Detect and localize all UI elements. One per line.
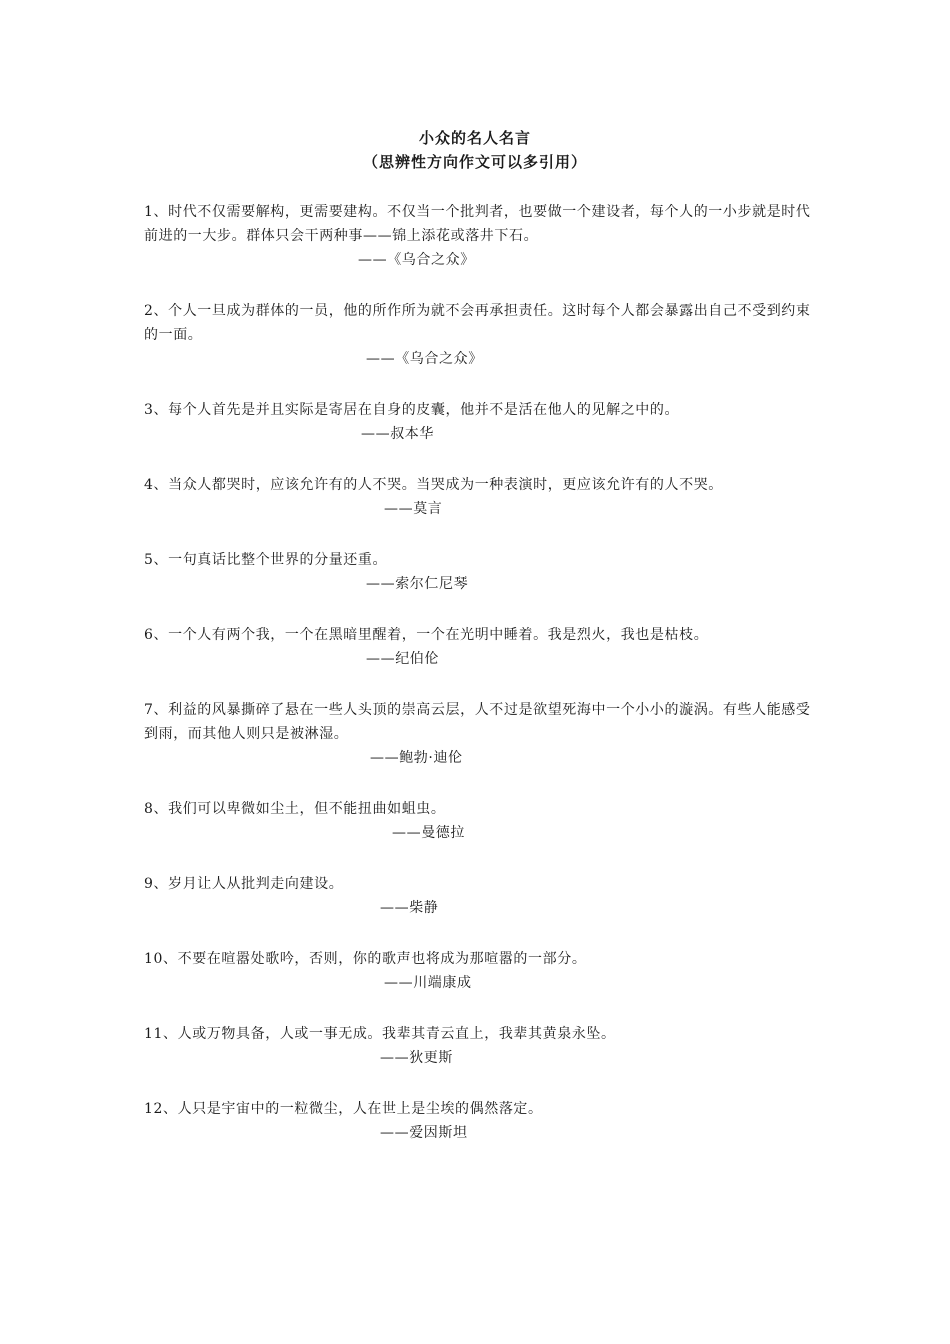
quote-body: 一个人有两个我，一个在黑暗里醒着，一个在光明中睡着。我是烈火，我也是枯枝。 bbox=[168, 627, 709, 643]
quote-body: 我们可以卑微如尘土，但不能扭曲如蛆虫。 bbox=[168, 801, 446, 817]
quote-number: 4、 bbox=[144, 477, 169, 493]
quote-10 bbox=[144, 947, 812, 995]
quote-text bbox=[144, 1022, 812, 1046]
quote-source: ——《乌合之众》 bbox=[366, 351, 483, 367]
quote-text bbox=[144, 299, 812, 347]
quote-text bbox=[144, 398, 812, 422]
quote-5 bbox=[144, 548, 812, 596]
quote-11 bbox=[144, 1022, 812, 1070]
quote-number: 12、 bbox=[144, 1101, 178, 1117]
quote-number: 9、 bbox=[144, 876, 169, 892]
quote-text bbox=[144, 947, 812, 971]
quote-2 bbox=[144, 299, 812, 371]
document-title: 小众的名人名言 bbox=[418, 129, 531, 147]
quote-body: 每个人首先是并且实际是寄居在自身的皮囊，他并不是活在他人的见解之中的。 bbox=[168, 402, 680, 418]
quote-source: ——叔本华 bbox=[361, 426, 434, 442]
quote-text bbox=[144, 872, 812, 896]
quote-source: ——川端康成 bbox=[384, 975, 472, 991]
quote-number: 3、 bbox=[144, 402, 169, 418]
quote-number: 1、 bbox=[144, 204, 169, 220]
quote-source: ——爱因斯坦 bbox=[380, 1125, 468, 1141]
quote-number: 11、 bbox=[144, 1026, 178, 1042]
quote-number: 6、 bbox=[144, 627, 169, 643]
quote-text bbox=[144, 797, 812, 821]
quote-number: 5、 bbox=[144, 552, 169, 568]
quote-9 bbox=[144, 872, 812, 920]
quote-body: 当众人都哭时，应该允许有的人不哭。当哭成为一种表演时，更应该允许有的人不哭。 bbox=[168, 477, 723, 493]
quote-3 bbox=[144, 398, 812, 446]
quote-body: 时代不仅需要解构，更需要建构。不仅当一个批判者，也要做一个建设者，每个人的一小步就是时代前进的一大步。群体只会干两种事——锦上添花或落井下石。 bbox=[144, 204, 811, 244]
quote-number: 8、 bbox=[144, 801, 169, 817]
quote-text bbox=[144, 548, 812, 572]
quote-text bbox=[144, 1097, 812, 1121]
quote-12 bbox=[144, 1097, 812, 1145]
quote-number: 10、 bbox=[144, 951, 178, 967]
quote-source: ——柴静 bbox=[380, 900, 439, 916]
quote-body: 人只是宇宙中的一粒微尘，人在世上是尘埃的偶然落定。 bbox=[177, 1101, 543, 1117]
quote-body: 岁月让人从批判走向建设。 bbox=[168, 876, 344, 892]
quote-text bbox=[144, 698, 812, 746]
quote-1 bbox=[144, 200, 812, 272]
quote-number: 7、 bbox=[144, 702, 169, 718]
quote-text bbox=[144, 200, 812, 248]
document-subtitle: （思辨性方向作文可以多引用） bbox=[362, 153, 587, 171]
quote-body: 人或万物具备，人或一事无成。我辈其青云直上，我辈其黄泉永坠。 bbox=[177, 1026, 616, 1042]
quote-body: 利益的风暴撕碎了悬在一些人头顶的崇高云层，人不过是欲望死海中一个小小的漩涡。有些人能感受到雨，而其他人则只是被淋湿。 bbox=[144, 702, 811, 742]
quote-source: ——索尔仁尼琴 bbox=[366, 576, 469, 592]
quote-6 bbox=[144, 623, 812, 671]
quote-source: ——《乌合之众》 bbox=[358, 252, 475, 268]
quote-source: ——莫言 bbox=[384, 501, 443, 517]
quote-source: ——鲍勃·迪伦 bbox=[370, 750, 463, 766]
quote-source: ——纪伯伦 bbox=[366, 651, 439, 667]
quote-body: 一句真话比整个世界的分量还重。 bbox=[168, 552, 388, 568]
quote-text bbox=[144, 473, 812, 497]
quote-body: 不要在喧嚣处歌吟，否则，你的歌声也将成为那喧嚣的一部分。 bbox=[177, 951, 587, 967]
quote-4 bbox=[144, 473, 812, 521]
quote-8 bbox=[144, 797, 812, 845]
quote-body: 个人一旦成为群体的一员，他的所作所为就不会再承担责任。这时每个人都会暴露出自己不受到约束的一面。 bbox=[144, 303, 811, 343]
quote-source: ——狄更斯 bbox=[380, 1050, 453, 1066]
quote-number: 2、 bbox=[144, 303, 169, 319]
quote-text bbox=[144, 623, 812, 647]
quote-7 bbox=[144, 698, 812, 770]
quote-source: ——曼德拉 bbox=[392, 825, 465, 841]
